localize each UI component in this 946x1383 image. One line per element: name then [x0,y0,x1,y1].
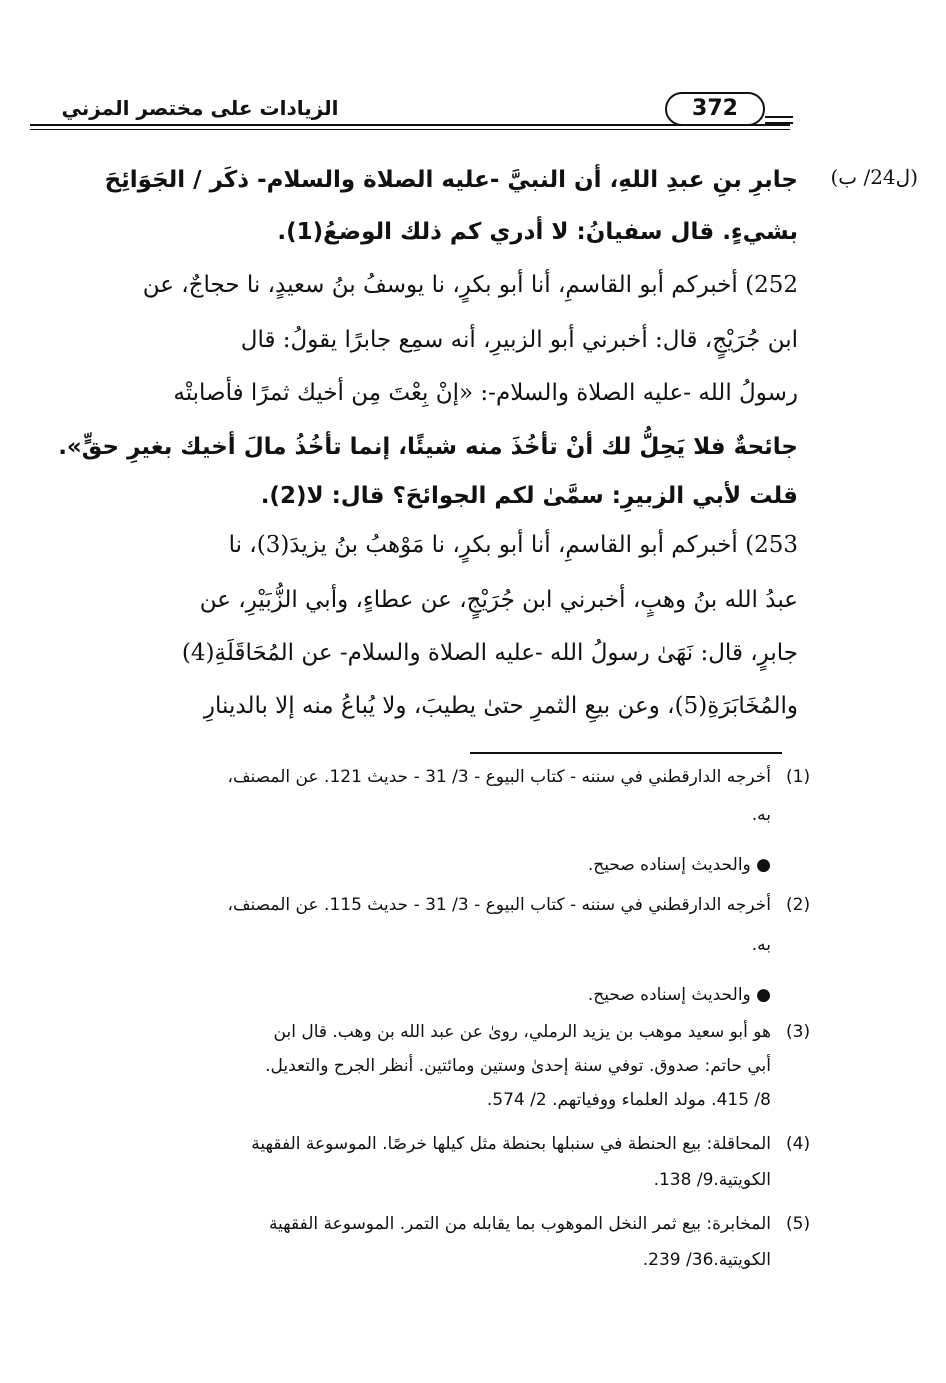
footnote-line: المحاقلة: بيع الحنطة في سنبلها بحنطة مثل كيلها خرصًا. الموسوعة الفقهية [251,1134,771,1154]
manuscript-folio-note: (ل24/ ب) [830,165,918,189]
body-line: 252) أخبركم أبو القاسمِ، أنا أبو بكرٍ، نا يوسفُ بنُ سعيدٍ، نا حجاجٌ، عن [142,272,798,298]
header-rule-thin [30,129,790,130]
body-line: رسولُ الله -عليه الصلاة والسلام-: «إنْ بِعْتَ مِن أخيك ثمرًا فأصابتْه [173,380,798,406]
body-line: عبدُ الله بنُ وهبٍ، أخبرني ابن جُرَيْجٍ، عن عطاءٍ، وأبي الزُّبَيْرِ، عن [199,587,798,613]
footnote-line: أبي حاتم: صدوق. توفي سنة إحدىٰ وستين ومائتين. أنظر الجرح والتعديل. [265,1056,771,1076]
page-number: 372 [665,92,765,126]
body-line: 253) أخبركم أبو القاسمِ، أنا أبو بكرٍ، نا مَوْهبُ بنُ يزيدَ(3)، نا [228,532,798,558]
footnote-number: (1) [786,767,811,787]
footnote-line: الكويتية.9/ 138. [653,1170,771,1190]
footnote-line: ● والحديث إسناده صحيح. [587,985,771,1005]
footnote-line: ● والحديث إسناده صحيح. [587,855,771,875]
body-line: جابرٍ، قال: نَهَىٰ رسولُ الله -عليه الصلاة والسلام- عن المُحَاقَلَةِ(4) [181,640,798,666]
footnote-separator [470,752,782,754]
footnote-line: المخابرة: بيع ثمر النخل الموهوب بما يقابله من التمر. الموسوعة الفقهية [268,1214,771,1234]
body-line: والمُخَابَرَةِ(5)، وعن بيعِ الثمرِ حتىٰ يطيبَ، ولا يُباعُ منه إلا بالدينارِ [203,693,798,719]
footnote-line: هو أبو سعيد موهب بن يزيد الرملي، روىٰ عن عبد الله بن وهب. قال ابن [273,1022,771,1042]
body-line: قلت لأبي الزبيرِ: سمَّىٰ لكم الجوائحَ؟ قال: لا(2). [260,483,798,509]
body-line: بشيءٍ. قال سفيانُ: لا أدري كم ذلك الوضعُ(1). [277,219,798,245]
body-line: جائحةٌ فلا يَحِلُّ لك أنْ تأخُذَ منه شيئًا، إنما تأخُذُ مالَ أخيك بغيرِ حقٍّ». [58,434,798,460]
footnote-number: (2) [786,895,811,915]
body-line: ابن جُرَيْجٍ، قال: أخبرني أبو الزبيرِ، أنه سمِع جابرًا يقولُ: قال [240,327,798,353]
header-rule-tail [765,122,793,124]
footnote-line: 8/ 415. مولد العلماء ووفياتهم. 2/ 574. [486,1090,771,1110]
footnote-line: به. [751,935,771,955]
footnote-line: أخرجه الدارقطني في سننه - كتاب البيوع - 3/ 31 - حديث 121. عن المصنف، [227,767,771,787]
header-rule-tail [765,116,793,118]
footnote-number: (3) [786,1022,811,1042]
footnote-line: الكويتية.36/ 239. [642,1250,771,1270]
book-title: الزيادات على مختصر المزني [61,96,339,120]
footnote-line: به. [751,805,771,825]
body-line: جابرِ بنِ عبدِ اللهِ، أن النبيَّ -عليه الصلاة والسلام- ذكَر / الجَوَائِحَ [104,167,798,193]
footnote-line: أخرجه الدارقطني في سننه - كتاب البيوع - 3/ 31 - حديث 115. عن المصنف، [227,895,771,915]
footnote-number: (4) [786,1134,811,1154]
footnote-number: (5) [786,1214,811,1234]
